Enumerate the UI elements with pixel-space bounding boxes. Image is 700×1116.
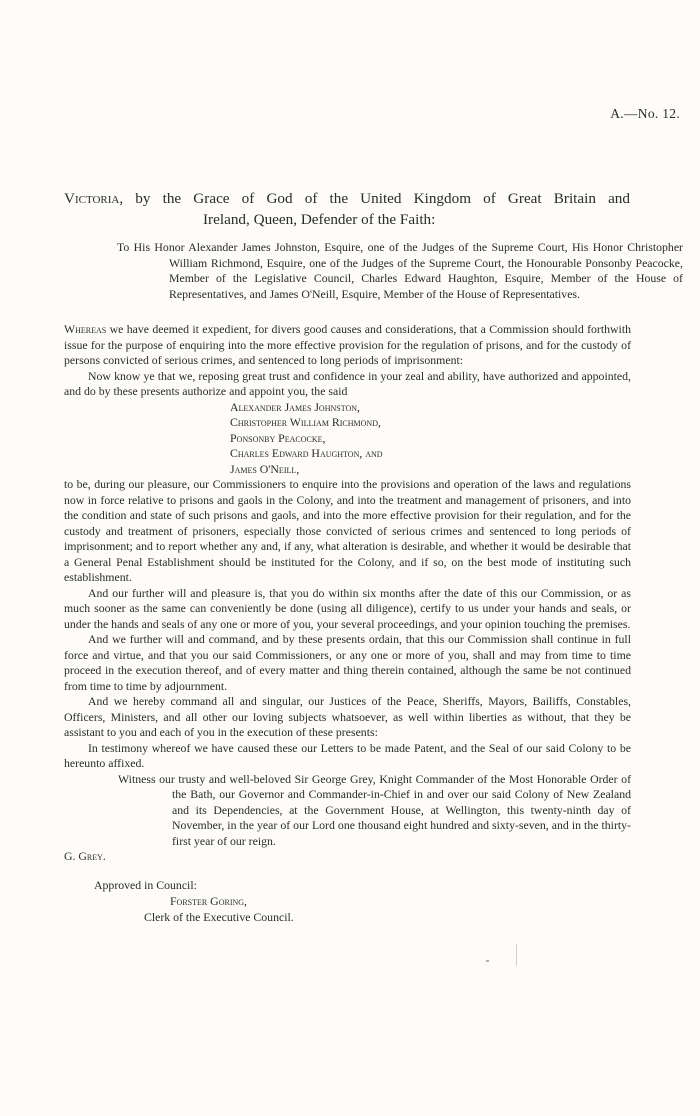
further-command-paragraph: And we further will and command, and by these presents ordain, that this our Commission shall continue in full force and virtue, and that you our said Commissioners, or any one or more of you, shall and may from time to time proceed in the execution thereof, and of every matter and thing therein contained, although the same be not continued from time to time by adjournment. bbox=[64, 632, 631, 693]
scan-mark bbox=[516, 944, 517, 966]
further-will-paragraph: And our further will and pleasure is, that you do within six months after the date of this our Commission, or as much sooner as the same can conveniently be done (using all diligence), certify to us under your hands and seals, or under the hands and seals of any one or more of you, your several proceedings, and your opinion touching the premises. bbox=[64, 585, 631, 631]
approved-block bbox=[94, 878, 294, 925]
witness-paragraph: Witness our trusty and well-beloved Sir George Grey, Knight Commander of the Most Honorable Order of the Bath, our Governor and Commander-in-Chief in and over our said Colony of New Zealand and its Dependencies, at the Government House, at Wellington, this twenty-ninth day of November, in the year of our Lord one thousand eight hundred and sixty-seven, and in the thirty-first year of our reign. bbox=[118, 771, 631, 848]
commissioner-name: Christopher William Richmond, bbox=[230, 415, 381, 430]
heading-line-1 bbox=[64, 188, 630, 209]
approved-label: Approved in Council: bbox=[94, 878, 197, 892]
governor-signature: G. Grey. bbox=[64, 849, 106, 864]
heading-line-2: Ireland, Queen, Defender of the Faith: bbox=[203, 211, 436, 228]
document-reference: A.—No. 12. bbox=[610, 106, 680, 121]
heading-victoria: Victoria bbox=[64, 190, 120, 207]
scan-speck bbox=[486, 960, 489, 962]
hereby-command-paragraph: And we hereby command all and singular, our Justices of the Peace, Sheriffs, Mayors, Bailiffs, Constables, Officers, Ministers, and all other our loving subjects whatsoever, as well within liberties as without, that they be assistant to you and each of you in the execution of these presents: bbox=[64, 694, 631, 740]
whereas-text: we have deemed it expedient, for divers good causes and considerations, that a Commission should forthwith issue for the purpose of enquiring into the more effective provision for the regulation of prisons, and for the custody of persons convicted of serious crimes, and sentenced to long periods of imprisonment: bbox=[64, 322, 631, 367]
clerk-name: Forster Goring, bbox=[170, 893, 247, 908]
commissioner-name: Alexander James Johnston, bbox=[230, 399, 360, 414]
commission-body bbox=[64, 322, 631, 865]
proclamation-heading bbox=[64, 188, 630, 230]
now-know-paragraph: Now know ye that we, reposing great trust and confidence in your zeal and ability, have authorized and appointed, and do by these presents authorize and appoint you, the said bbox=[64, 368, 631, 398]
commissioner-name: James O'Neill, bbox=[230, 461, 300, 476]
testimony-paragraph: In testimony whereof we have caused these our Letters to be made Patent, and the Seal of our said Colony to be hereunto affixed. bbox=[64, 740, 631, 771]
commissioner-name: Charles Edward Haughton, and bbox=[230, 446, 383, 461]
to-be-paragraph: to be, during our pleasure, our Commissioners to enquire into the provisions and operation of the laws and regulations now in force relative to prisons and gaols in the Colony, and into the treatment and management of prisoners, and into the condition and state of such prisons and gaols, and into the more effective provision for their regulation, and for the custody and treatment of prisoners, especially those convicted of serious crimes and sentenced to long periods of imprisonment; and to report whether any and, if any, what alteration is desirable, and whether it would be desirable that a General Penal Establishment should be instituted for the Colony, and if so, on the best mode of instituting such establishment. bbox=[64, 477, 631, 585]
heading-line-1-rest: , by the Grace of God of the United Kingdom of Great Britain and bbox=[119, 190, 630, 207]
whereas-paragraph bbox=[64, 322, 631, 369]
commissioner-names bbox=[230, 400, 631, 478]
clerk-title: Clerk of the Executive Council. bbox=[144, 909, 294, 924]
whereas-lead: Whereas bbox=[64, 322, 107, 336]
address-paragraph: To His Honor Alexander James Johnston, Esquire, one of the Judges of the Supreme Court, His Honor Christopher William Richmond, Esquire, one of the Judges of the Supreme Court, the Honourable Ponsonby Peacocke, Member of the Legislative Council, Charles Edward Haughton, Esquire, Member of the House of Representatives, and James O'Neill, Esquire, Member of the House of Representatives. bbox=[117, 240, 683, 301]
commissioner-name: Ponsonby Peacocke, bbox=[230, 430, 326, 445]
